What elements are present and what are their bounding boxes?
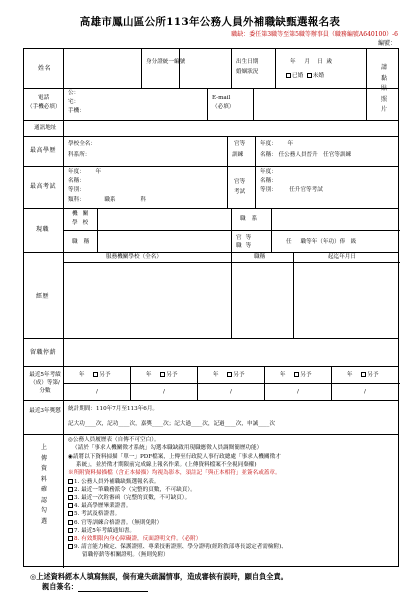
address-field[interactable] <box>68 124 388 134</box>
grade-suffix: 級 <box>350 239 357 245</box>
promo-year-field[interactable]: 年度： <box>260 169 277 175</box>
item-text: 7. 最近5年考績通知書。 <box>74 527 136 534</box>
note-copy-warning: ※所附資料掃描檔（含正本掃描）均視為影本，須註記「與正本相符」並簽名或蓋章。 <box>68 470 281 476</box>
rank-training-label: 官等 <box>234 141 246 147</box>
item-text: 3. 最近一次銓審函（完整的頁數，不可缺頁）。 <box>74 495 191 502</box>
note-system: （請於「事求人機關徵才系統」勾選本職缺啟用現職應徵人員調閱簡歷功能） <box>72 445 263 451</box>
address-label: 通訊地址 <box>34 125 57 131</box>
row-exam <box>24 167 398 209</box>
grade-sub-label: 職等 <box>236 243 256 249</box>
signature-row <box>42 582 148 592</box>
item-text: 6. 官等訓練合格證書。（無則免附） <box>74 519 163 526</box>
training-year-suffix: 年 <box>287 141 294 147</box>
checkbox-item-1[interactable] <box>68 479 73 484</box>
series-label: 職系 <box>240 216 264 222</box>
unmarried-label: 未婚 <box>312 73 324 79</box>
email-field[interactable] <box>258 99 364 111</box>
score-slash-5: / <box>364 389 366 395</box>
year-suffix: 年 <box>346 372 353 378</box>
age-label: 歲 <box>326 59 333 65</box>
checkbox-item-6[interactable] <box>68 520 73 525</box>
form-title: 高雄市鳳山區公所113年公務人員外補職缺甄選報名表 <box>79 16 341 28</box>
number-label: 編號： <box>377 40 396 47</box>
performance-year-4[interactable] <box>271 372 312 380</box>
rank-training-sub: 訓練 <box>232 152 244 158</box>
year-suffix: 年 <box>78 372 85 378</box>
married-checkbox[interactable] <box>286 73 291 78</box>
dept-field[interactable]: 科系所： <box>68 152 91 158</box>
id-label: 身分證統一編號 <box>146 59 186 65</box>
rank-text: 任 <box>286 239 292 245</box>
note-upload: ◉請將以下資料掃描「單一」PDF檔案，上傳至行政院人事行政總處「事求人機關徵才 <box>68 454 281 460</box>
score-slash-1: / <box>96 389 98 395</box>
exam-label: 最高考試 <box>30 183 57 190</box>
row-education <box>24 137 398 167</box>
row-performance <box>24 367 398 401</box>
birth-label: 出生日期 <box>236 59 259 65</box>
promo-name-field[interactable]: 名稱： <box>260 178 277 184</box>
checklist-item-6 <box>68 520 162 528</box>
office-phone-field[interactable]: 公： <box>68 90 80 96</box>
training-year-field[interactable] <box>260 141 293 149</box>
award-counts[interactable]: 記大功____次，記功____次，嘉獎____次；記大過____次，記過____次，申誡____次 <box>68 421 275 427</box>
current-position-label: 現職 <box>36 226 50 233</box>
experience-label: 經歷 <box>36 293 50 300</box>
checklist-item-4 <box>68 503 131 511</box>
unmarried-checkbox[interactable] <box>307 73 312 78</box>
exam-subject: 科 <box>140 197 147 203</box>
exam-year-label: 年度： <box>68 169 85 175</box>
year-suffix: 年 <box>145 372 152 378</box>
mobile-field[interactable]: 手機： <box>68 108 85 114</box>
exam-name-field[interactable]: 名稱： <box>68 178 85 184</box>
note-deadline: 系統」，並於徵才期限前完成線上報名作業。(上傳資料檔案不全視同棄權) <box>76 462 257 468</box>
award-period: 統計期間：110年7月至113年6月。 <box>68 406 159 412</box>
day-label: 日 <box>317 59 323 65</box>
training-name-field[interactable] <box>260 152 351 160</box>
item-10-text: 留職停薪等相關證明。（無則免附） <box>82 552 169 558</box>
score-slash-3: / <box>230 389 232 395</box>
job-title-label: 職稱 <box>72 239 96 245</box>
marriage-label: 婚姻狀況 <box>236 69 259 75</box>
year-suffix: 年 <box>279 372 286 378</box>
exception-label: 另予 <box>99 372 111 378</box>
org-label: 機關 <box>72 211 94 217</box>
exception-checkbox[interactable] <box>361 372 366 377</box>
married-label: 已婚 <box>292 73 304 79</box>
performance-year-2[interactable] <box>137 372 178 380</box>
exception-label: 另予 <box>166 372 178 378</box>
promo-text: 任升官等考試 <box>289 187 323 193</box>
item-text: 1. 公務人員外補職缺甄選報名表。 <box>74 479 160 485</box>
exception-checkbox[interactable] <box>294 372 299 377</box>
exam-grade-field[interactable]: 等別： <box>68 187 85 193</box>
checkbox-item-9[interactable] <box>68 544 73 549</box>
school-label: 學校 <box>72 220 94 226</box>
row-address <box>24 121 398 137</box>
item-9-text: 9. 請言能力檢定、保護證照、專業技術證照、學分證明(經銓敘部專長認定者需檢附)、 <box>74 544 287 550</box>
exam-job-series: 職系 <box>104 197 116 203</box>
exam-year-suffix: 年 <box>95 169 102 175</box>
checklist-label: 上傳資料確認勾選 <box>40 444 47 525</box>
rank-exam-label: 官等 <box>234 179 246 185</box>
performance-year-1[interactable] <box>70 372 111 380</box>
checklist-item-7 <box>68 528 135 536</box>
birth-date-field[interactable] <box>290 59 332 67</box>
rank-exam-sub: 考試 <box>234 189 246 195</box>
email-label: E-mail <box>212 95 231 101</box>
year-suffix: 年 <box>212 372 219 378</box>
training-name-2: 任官等訓練 <box>323 152 352 158</box>
rank-grade-label: 官等 <box>236 235 256 241</box>
exception-label: 另予 <box>367 372 379 378</box>
item-8-text: 8. 有效期限內身心障礙證，反面證明文件。（必附） <box>74 536 202 542</box>
training-name-1: 任公務人員晉升 <box>278 152 318 158</box>
row-experience <box>24 253 398 339</box>
declaration-text: ◎上述資料經本人填寫無誤，倘有違失疏漏情事，造成審核有誤時，願自負全責。 <box>30 572 288 581</box>
exp-col-title: 職稱 <box>254 254 266 260</box>
exam-category-label: 類科： <box>68 197 85 203</box>
exp-col-dates: 起迄年月日 <box>328 254 356 260</box>
row-awards <box>24 401 398 435</box>
education-label: 最高學歷 <box>30 147 57 154</box>
photo-instruction: 請黏貼照片 <box>380 64 387 113</box>
awards-label: 最近3年獎懲 <box>29 408 61 414</box>
item-text: 2. 最近一筆職務派令（完整的頁數，不可缺頁）。 <box>74 487 196 494</box>
exception-checkbox[interactable] <box>93 372 98 377</box>
score-slash-2: / <box>163 389 165 395</box>
item-text: 5. 考試及格證書。 <box>74 511 121 518</box>
note-resume: ◎公務人員履歷表（自傳不可空白）。 <box>68 437 160 443</box>
month-label: 月 <box>304 59 311 65</box>
promo-grade-label: 等別： <box>260 187 277 193</box>
grade-text: 職等年（年功）俸 <box>300 239 346 245</box>
checkbox-item-3[interactable] <box>68 495 73 500</box>
row-basic-info <box>24 49 398 89</box>
exception-checkbox[interactable] <box>160 372 165 377</box>
home-phone-field[interactable]: 宅： <box>68 99 80 105</box>
checkbox-item-5[interactable] <box>68 511 73 516</box>
checklist-item-2 <box>68 487 196 495</box>
school-field[interactable]: 學校全名： <box>68 141 96 147</box>
name-label: 姓名 <box>38 65 52 72</box>
signature-field[interactable] <box>78 584 148 592</box>
form-subtitle: 職缺：委任第3職等至第5職等辦事員（職務編號A640100）-6 <box>231 31 398 38</box>
checkbox-item-8[interactable] <box>68 536 73 541</box>
exp-col-org: 服務機關學校（全名） <box>106 254 162 260</box>
training-year-label: 年度： <box>260 141 277 147</box>
score-slash-4: / <box>297 389 299 395</box>
performance-year-3[interactable] <box>204 372 245 380</box>
row-contact <box>24 89 398 121</box>
year-label: 年 <box>290 59 296 65</box>
exception-label: 另予 <box>300 372 312 378</box>
item-text: 4. 最高學歷畢業證書。 <box>74 503 132 510</box>
leave-label: 留職停薪 <box>30 349 57 356</box>
exception-checkbox[interactable] <box>227 372 232 377</box>
phone-sub: （手機必填） <box>27 104 61 110</box>
exception-label: 另予 <box>233 372 245 378</box>
application-form <box>23 48 399 567</box>
phone-label: 電話 <box>38 95 50 101</box>
performance-label: 最近5年考績（成）等第/分數 <box>29 372 61 395</box>
row-current-position <box>24 209 398 253</box>
signature-label: 親自簽名： <box>42 582 78 591</box>
checkbox-item-7[interactable] <box>68 528 73 533</box>
checklist-item-5 <box>68 511 120 519</box>
checklist-item-3 <box>68 495 190 503</box>
checkbox-item-2[interactable] <box>68 487 73 492</box>
email-sub: （必填） <box>212 104 235 110</box>
row-checklist <box>24 435 398 568</box>
row-leave <box>24 339 398 367</box>
checkbox-item-4[interactable] <box>68 503 73 508</box>
performance-year-5[interactable] <box>338 372 379 380</box>
training-name-label: 名稱： <box>260 152 277 158</box>
checklist-item-1 <box>68 479 159 487</box>
